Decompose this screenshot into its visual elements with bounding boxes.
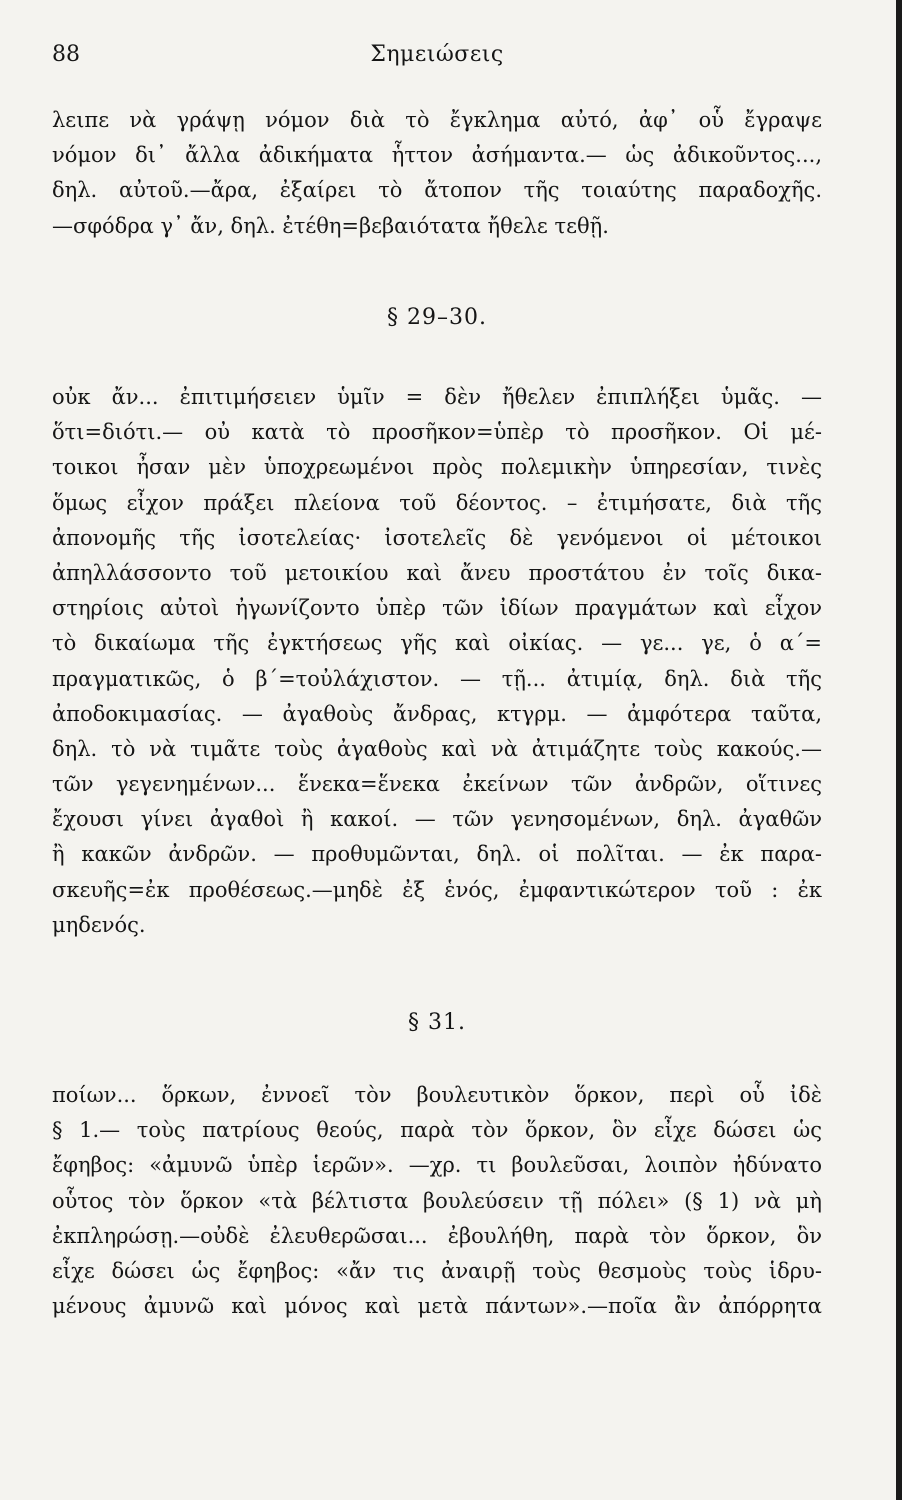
text-line: πραγματικῶς, ὁ β΄=τοὐλάχιστον. — τῇ... ἀτιμίᾳ, δηλ. διὰ τῆς: [52, 666, 822, 691]
section-heading-29-30: § 29–30.: [387, 305, 487, 330]
text-line: δηλ. αὐτοῦ.—ἄρα, ἐξαίρει τὸ ἄτοπον τῆς τοιαύτης παραδοχῆς.: [52, 178, 822, 203]
text-line: νόμον δι᾽ ἄλλα ἀδικήματα ἧττον ἀσήμαντα.— ὡς ἀδικοῦντος...,: [52, 143, 822, 168]
text-line: ἐκπληρώσῃ.—οὐδὲ ἐλευθερῶσαι... ἐβουλήθη, παρὰ τὸν ὅρκον, ὃν: [52, 1223, 822, 1248]
text-line: τῶν γεγενημένων... ἕνεκα=ἕνεκα ἐκείνων τῶν ἀνδρῶν, οἵτινες: [52, 772, 822, 797]
text-line: ὅτι=διότι.— οὐ κατὰ τὸ προσῆκον=ὑπὲρ τὸ προσῆκον. Οἱ μέ-: [52, 420, 822, 445]
text-line: εἶχε δώσει ὡς ἔφηβος: «ἄν τις ἀναιρῇ τοὺς θεσμοὺς τοὺς ἱδρυ-: [52, 1258, 822, 1283]
text-line: ἢ κακῶν ἀνδρῶν. — προθυμῶνται, δηλ. οἱ πολῖται. — ἐκ παρα-: [52, 842, 822, 867]
text-line: ποίων... ὅρκων, ἐννοεῖ τὸν βουλευτικὸν ὅρκον, περὶ οὗ ἰδὲ: [52, 1083, 822, 1107]
notes-section-29-30: [52, 380, 822, 943]
text-line: δηλ. τὸ νὰ τιμᾶτε τοὺς ἀγαθοὺς καὶ νὰ ἀτιμάζητε τοὺς κακούς.—: [52, 736, 822, 761]
text-line: § 1.— τοὺς πατρίους θεούς, παρὰ τὸν ὅρκον, ὃν εἶχε δώσει ὡς: [52, 1118, 822, 1143]
text-line: τοικοι ἦσαν μὲν ὑποχρεωμένοι πρὸς πολεμικὴν ὑπηρεσίαν, τινὲς: [52, 455, 822, 480]
text-line: —σφόδρα γ᾽ ἄν, δηλ. ἐτέθη=βεβαιότατα ἤθελε τεθῇ.: [52, 213, 609, 238]
text-line: ἔφηβος: «ἀμυνῶ ὑπὲρ ἱερῶν». —χρ. τι βουλεῦσαι, λοιπὸν ἠδύνατο: [52, 1153, 822, 1178]
text-line: σκευῆς=ἐκ προθέσεως.—μηδὲ ἐξ ἑνός, ἐμφαντικώτερον τοῦ : ἐκ: [52, 877, 822, 902]
page-header: [52, 42, 822, 82]
paragraph-continuation: [52, 103, 822, 244]
page-number: 88: [52, 42, 80, 67]
text-line: ἔχουσι γίνει ἀγαθοὶ ἢ κακοί. — τῶν γενησομένων, δηλ. ἀγαθῶν: [52, 807, 822, 832]
page-edge-shadow: [896, 0, 902, 1500]
text-line: τὸ δικαίωμα τῆς ἐγκτήσεως γῆς καὶ οἰκίας. — γε... γε, ὁ α΄=: [52, 631, 822, 656]
notes-section-31: [52, 1078, 822, 1324]
section-heading-31: § 31.: [408, 1010, 466, 1035]
text-line: οὐκ ἄν... ἐπιτιμήσειεν ὑμῖν = δὲν ἤθελεν ἐπιπλήξει ὑμᾶς. —: [52, 385, 822, 409]
text-line: στηρίοις αὐτοὶ ἠγωνίζοντο ὑπὲρ τῶν ἰδίων πραγμάτων καὶ εἶχον: [52, 596, 822, 621]
text-line: ἀπηλλάσσοντο τοῦ μετοικίου καὶ ἄνευ προστάτου ἐν τοῖς δικα-: [52, 560, 822, 585]
text-line: μένους ἀμυνῶ καὶ μόνος καὶ μετὰ πάντων».—ποῖα ἂν ἀπόρρητα: [52, 1294, 822, 1319]
text-line: μηδενός.: [52, 912, 146, 937]
text-line: οὗτος τὸν ὅρκον «τὰ βέλτιστα βουλεύσειν τῇ πόλει» (§ 1) νὰ μὴ: [52, 1188, 822, 1213]
text-line: ὅμως εἶχον πράξει πλείονα τοῦ δέοντος. – ἐτιμήσατε, διὰ τῆς: [52, 490, 822, 515]
text-line: ἀποδοκιμασίας. — ἀγαθοὺς ἄνδρας, κτγρμ. — ἀμφότερα ταῦτα,: [52, 701, 822, 726]
running-title: Σημειώσεις: [370, 42, 504, 67]
text-line: ἀπονομῆς τῆς ἰσοτελείας· ἰσοτελεῖς δὲ γενόμενοι οἱ μέτοικοι: [52, 525, 822, 550]
text-line: λειπε νὰ γράψῃ νόμον διὰ τὸ ἔγκλημα αὐτό, ἀφ᾽ οὗ ἔγραψε: [52, 108, 822, 132]
